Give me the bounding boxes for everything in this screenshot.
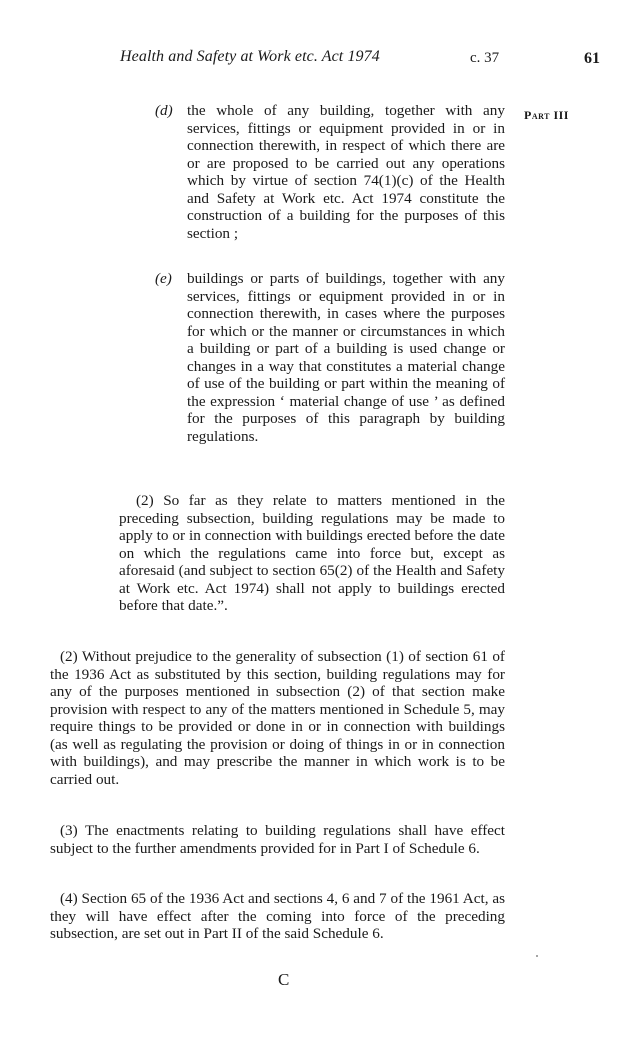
running-header-chapter: c. 37	[470, 50, 500, 66]
item-text: buildings or parts of buildings, together with any services, fittings or equipment provided in or in connection therewith, in cases where the purposes for which or the manner or circumstances in which a building or part of a building is used change or changes in a way that constitutes a material change of use of the building or part within the meaning of the expression ‘ material change of use ’ as defined for the purposes of this paragraph by building regulations.	[187, 270, 505, 445]
list-item-e	[155, 270, 505, 445]
subsection-4: (4) Section 65 of the 1936 Act and sections 4, 6 and 7 of the 1961 Act, as they will have effect after the coming into force of the preceding subsection, are set out in Part II of the said Schedule 6.	[50, 890, 505, 942]
running-header-title: Health and Safety at Work etc. Act 1974	[120, 48, 380, 65]
signature-mark: C	[278, 970, 290, 989]
print-speck	[536, 955, 538, 957]
margin-note-part: Part III	[524, 108, 569, 122]
item-label: (d)	[155, 102, 173, 119]
subsection-2: (2) Without prejudice to the generality of subsection (1) of section 61 of the 1936 Act as substituted by this section, building regulations may for any of the purposes mentioned in subsection (2) of that section make provision with respect to any of the matters mentioned in Schedule 5, may require things to be provided or done in or in connection with buildings (as well as regulating the provision or doing of things in or in connection with buildings), and may prescribe the manner in which work is to be carried out.	[50, 648, 505, 788]
item-label: (e)	[155, 270, 172, 287]
list-item-d	[155, 102, 505, 242]
quoted-subsection-2: (2) So far as they relate to matters mentioned in the preceding subsection, building regulations may be made to apply to or in connection with buildings erected before the date on which the regulations came into force but, except as aforesaid (and subject to section 65(2) of the Health and Safety at Work etc. Act 1974) shall not apply to buildings erected before that date.”.	[119, 492, 505, 614]
page-number: 61	[584, 50, 600, 67]
subsection-3: (3) The enactments relating to building regulations shall have effect subject to the further amendments provided for in Part I of Schedule 6.	[50, 822, 505, 857]
item-text: the whole of any building, together with any services, fittings or equipment provided in or in connection therewith, in respect of which there are or are proposed to be carried out any operations which by virtue of section 74(1)(c) of the Health and Safety at Work etc. Act 1974 constitute the construction of a building for the purposes of this section ;	[187, 102, 505, 242]
